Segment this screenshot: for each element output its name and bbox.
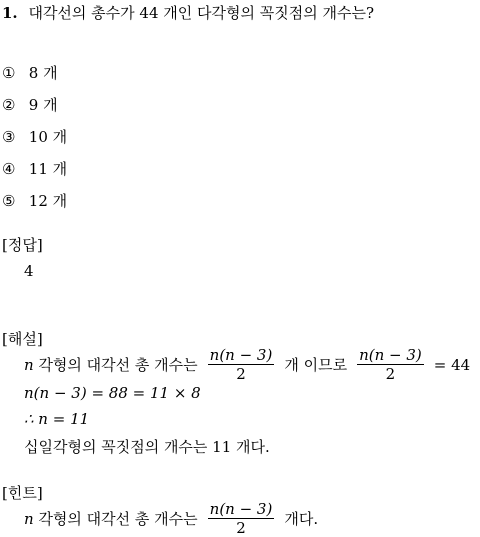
option-2-text: 9 개	[28, 96, 58, 114]
hint-fraction	[208, 500, 275, 537]
answer-label: [정답]	[2, 236, 43, 254]
fraction-numerator: n(n − 3)	[209, 500, 273, 518]
option-1-text: 8 개	[28, 64, 58, 82]
option-5-symbol: ⑤	[2, 192, 16, 210]
fraction-numerator: n(n − 3)	[359, 346, 422, 364]
hint-end: 개다.	[284, 510, 319, 528]
option-1[interactable]	[2, 62, 58, 83]
question-number: 1.	[2, 4, 18, 22]
explanation-var: n	[24, 356, 34, 374]
option-4[interactable]	[2, 158, 67, 179]
hint-label: [힌트]	[2, 484, 43, 502]
option-3-symbol: ③	[2, 128, 16, 146]
fraction-denominator: 2	[236, 519, 246, 537]
explanation-line1-mid: 개 이므로	[284, 356, 348, 374]
option-5-text: 12 개	[28, 192, 68, 210]
option-2-symbol: ②	[2, 96, 16, 114]
option-3-text: 10 개	[28, 128, 68, 146]
option-4-text: 11 개	[28, 160, 68, 178]
option-4-symbol: ④	[2, 160, 16, 178]
explanation-line1-end: = 44	[433, 355, 471, 374]
explanation-fraction-1	[208, 346, 275, 383]
explanation-line-2: n(n − 3) = 88 = 11 × 8	[24, 384, 201, 402]
fraction-denominator: 2	[236, 365, 246, 383]
explanation-line-4: 십일각형의 꼭짓점의 개수는 11 개다.	[24, 438, 270, 456]
answer-value: 4	[24, 262, 34, 280]
hint-line	[24, 500, 318, 537]
option-3[interactable]	[2, 126, 67, 147]
option-5[interactable]	[2, 190, 67, 211]
explanation-line-1	[24, 346, 470, 383]
explanation-line1-text: 각형의 대각선 총 개수는	[33, 356, 198, 374]
explanation-line-3: ∴ n = 11	[24, 410, 90, 428]
hint-text: 각형의 대각선 총 개수는	[33, 510, 198, 528]
explanation-fraction-2	[357, 346, 424, 383]
explanation-label: [해설]	[2, 330, 43, 348]
question	[2, 2, 374, 23]
question-text: 대각선의 총수가 44 개인 다각형의 꼭짓점의 개수는?	[28, 4, 374, 22]
hint-var: n	[24, 510, 34, 528]
option-2[interactable]	[2, 94, 58, 115]
fraction-denominator: 2	[385, 365, 396, 383]
option-1-symbol: ①	[2, 64, 16, 82]
fraction-numerator: n(n − 3)	[209, 346, 273, 364]
